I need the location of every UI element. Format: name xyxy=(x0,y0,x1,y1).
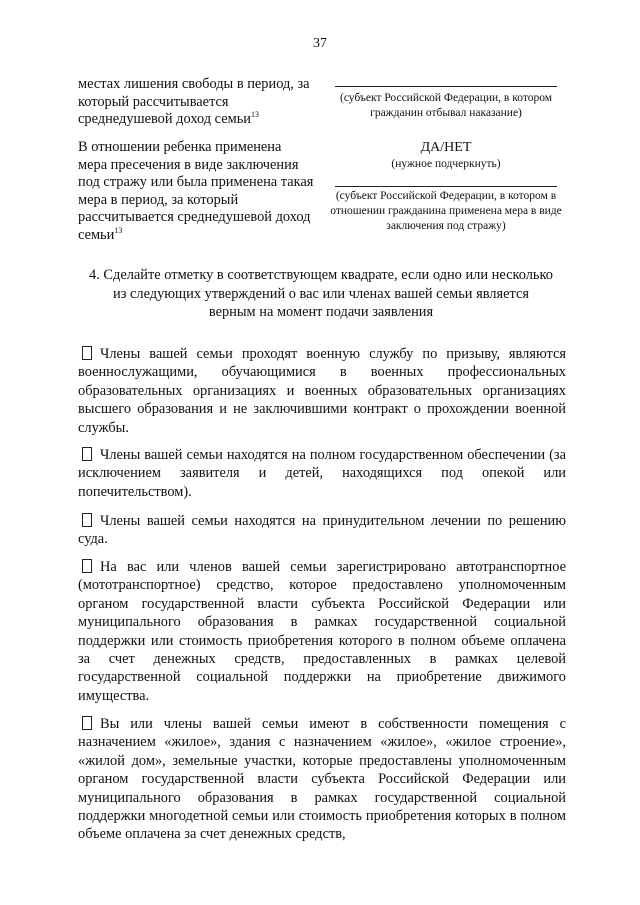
checklist-item xyxy=(78,512,566,549)
checklist-item-text: Члены вашей семьи находятся на принудительном лечении по решению суда. xyxy=(78,513,566,548)
checkbox[interactable] xyxy=(82,447,92,461)
region-caption: (субъект Российской Федерации, в котором в отношении гражданина применена мера в виде заключения под стражу) xyxy=(330,190,562,232)
region-input-line[interactable] xyxy=(335,86,557,87)
yes-no-answer[interactable]: ДА/НЕТ xyxy=(420,140,472,155)
checklist-item xyxy=(78,345,566,437)
footnote-marker: 13 xyxy=(114,226,123,236)
checklist-item-text: Члены вашей семьи проходят военную службу по призыву, являются военнослужащими, обучающимися в военных профессиональных образовательных организациях и военных образовательных организациях высшего образования и не заключившими контракт о прохождении военной службы. xyxy=(78,346,566,436)
row-label-text: В отношении ребенка применена мера пресечения в виде заключения под стражу или была применена такая мера в период, за который рассчитывается среднедушевой доход семьи xyxy=(78,139,314,243)
row-label xyxy=(78,76,314,129)
checklist-item xyxy=(78,558,566,705)
answer-field xyxy=(324,139,568,234)
region-field xyxy=(324,86,568,121)
checklist-item-text: Вы или члены вашей семьи имеют в собственности помещения с назначением «жилое», здания с назначением «жилое», «жилое строение», «жилой дом», земельные участки, которые предоставлены уполномоченным органом государственной власти субъекта Российской Федерации или муниципального образования в рамках государственной социальной поддержки многодетной семьи или стоимость приобретения которых в полном объеме оплачена за счет денежных средств, xyxy=(78,716,566,843)
checkbox[interactable] xyxy=(82,716,92,730)
form-row-child-detention xyxy=(78,139,568,245)
region-caption: (субъект Российской Федерации, в котором гражданин отбывал наказание) xyxy=(339,92,553,119)
checklist-item xyxy=(78,446,566,501)
section-heading: 4. Сделайте отметку в соответствующем квадрате, если одно или несколько из следующих утверждений о вас или членах вашей семьи является верным на момент подачи заявления xyxy=(89,267,553,320)
checklist-item xyxy=(78,715,566,844)
footnote-marker: 13 xyxy=(251,110,260,120)
checkbox[interactable] xyxy=(82,559,92,573)
checkbox[interactable] xyxy=(82,513,92,527)
checklist-item-text: На вас или членов вашей семьи зарегистрировано автотранспортное (мототранспортное) средство, которое предоставлено уполномоченным органом государственной власти субъекта Российской Федерации или муниципального образования в рамках государственной социальной поддержки или стоимость приобретения которого в полном объеме оплачена за счет денежных средств, предоставленных в рамках целевой государственной социальной поддержки на приобретение движимого имущества. xyxy=(78,559,566,704)
row-label-text: местах лишения свободы в период, за который рассчитывается среднедушевой доход семьи xyxy=(78,76,310,128)
row-label xyxy=(78,139,314,245)
region-input-line[interactable] xyxy=(335,186,557,187)
page-number: 37 xyxy=(313,36,327,51)
answer-hint: (нужное подчеркнуть) xyxy=(391,158,501,170)
checkbox[interactable] xyxy=(82,346,92,360)
form-row-place-of-detention xyxy=(78,76,568,132)
checklist-item-text: Члены вашей семьи находятся на полном государственном обеспечении (за исключением заявителя и детей, находящихся под опекой или попечительством). xyxy=(78,447,566,500)
